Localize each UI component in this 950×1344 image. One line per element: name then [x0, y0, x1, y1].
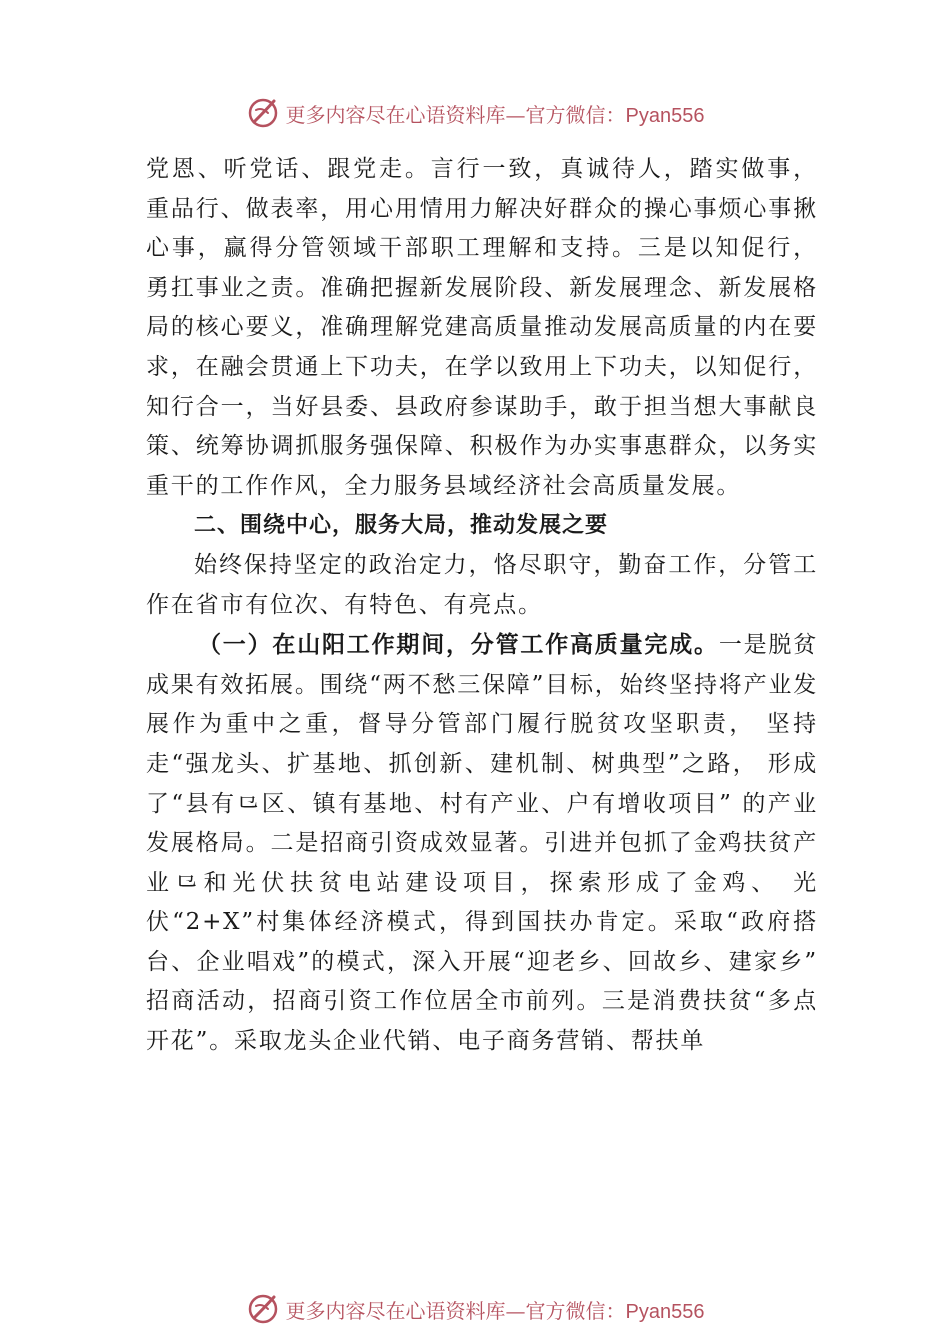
- document-body: [146, 150, 818, 1062]
- footer-watermark-banner: [0, 1289, 950, 1329]
- paragraph-1: 党恩、听党话、跟党走。言行一致，真诚待人，踏实做事， 重品行、做表率，用心用情用力解决好群众的操心事烦心事揪心事，赢得分管领域干部职工理解和支持。三是以知促行， 勇扛事业之责。准确把握新发展阶段、新发展理念、新发展格局的核心要义，准确理解党建高质量推动发展高质量的内在要求，在融会贯通上下功夫，在学以致用上下功夫，以知促行，知行合一，当好县委、县政府参谋助手，敢于担当想大事献良策、统筹协调抓服务强保障、积极作为办实事惠群众，以务实重干的工作作风，全力服务县域经济社会高质量发展。: [146, 156, 818, 499]
- sub-heading-1: （一）在山阳工作期间，分管工作高质量完成。: [198, 631, 719, 659]
- brush-logo-icon: [246, 96, 280, 130]
- header-watermark-banner: [0, 93, 950, 133]
- watermark-text-id: Pyan556: [625, 1300, 705, 1323]
- watermark-text: [286, 1295, 705, 1324]
- watermark-text-cn: 更多内容尽在心语资料库—官方微信：: [285, 102, 626, 127]
- watermark-text-cn: 更多内容尽在心语资料库—官方微信：: [285, 1298, 626, 1323]
- brush-logo-icon: [246, 1292, 280, 1326]
- paragraph-3: [146, 625, 818, 1062]
- paragraph-3-text: 一是脱贫成果有效拓展。围绕“两不愁三保障”目标，始终坚持将产业发展作为重中之重，督导分管部门履行脱贫攻坚职责， 坚持走“强龙头、扩基地、抓创新、建机制、树典型”之路， 形成了“县有⺋区、镇有基地、村有产业、户有增收项目” 的产业发展格局。二是招商引资成效显著。引进并包抓了金鸡扶贫产业⺋和光伏扶贫电站建设项目，探索形成了金鸡、 光伏“2+X”村集体经济模式，得到国扶办肯定。采取“政府搭台、企业唱戏”的模式，深入开展“迎老乡、回故乡、建家乡” 招商活动，招商引资工作位居全市前列。三是消费扶贫“多点开花”。采取龙头企业代销、电子商务营销、帮扶单: [146, 632, 819, 1055]
- watermark-text-id: Pyan556: [625, 104, 705, 127]
- section-heading-2: 二、围绕中心，服务大局，推动发展之要: [194, 513, 609, 539]
- paragraph-2: 始终保持坚定的政治定力，恪尽职守，勤奋工作，分管工作在省市有位次、有特色、有亮点。: [146, 551, 818, 618]
- watermark-text: [286, 99, 705, 128]
